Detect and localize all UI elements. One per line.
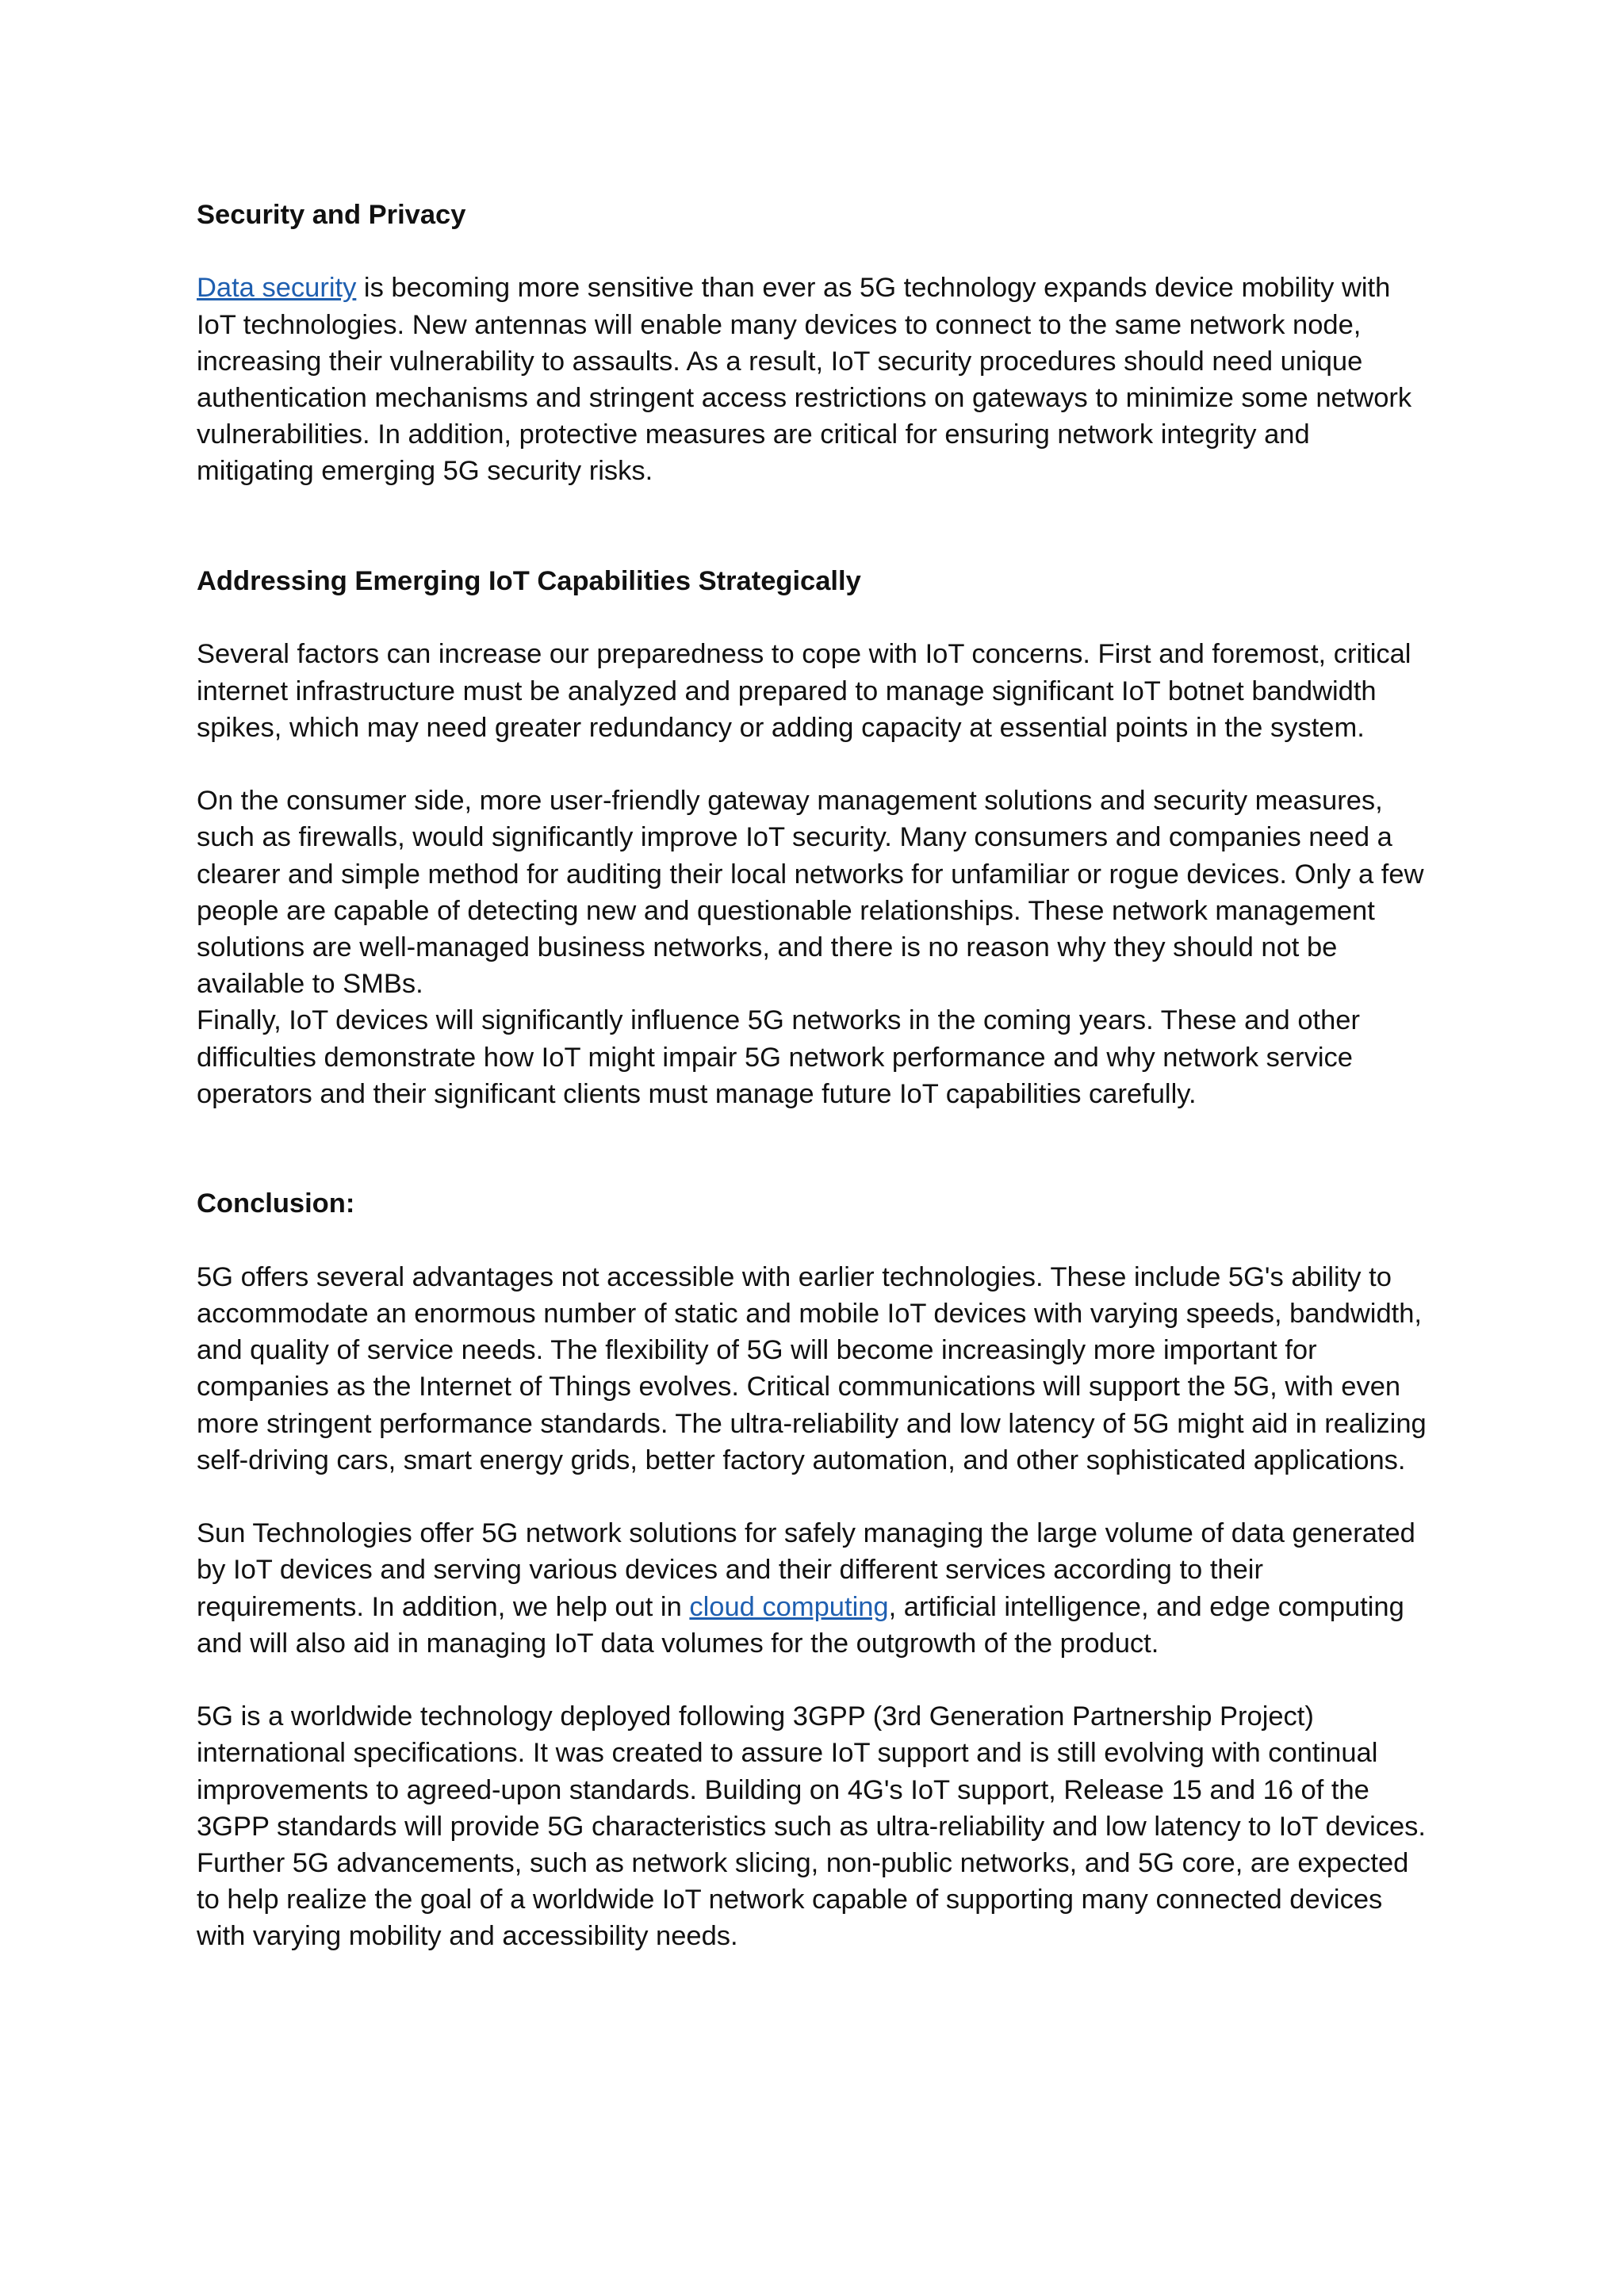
security-paragraph (197, 270, 1434, 489)
spacer (197, 1223, 1434, 1259)
spacer (197, 599, 1434, 636)
security-heading: Security and Privacy (197, 200, 466, 230)
cloud-computing-link[interactable]: cloud computing (689, 1591, 889, 1622)
conclusion-paragraph-1: 5G offers several advantages not accessible with earlier technologies. These include 5G's ability to accommodate an enormous number of static and mobile IoT devices with varying speeds, bandwidth, and quality of service needs. The flexibility of 5G will become increasingly more important for companies as the Internet of Things evolves. Critical communications will support the 5G, with even more stringent performance standards. The ultra-reliability and low latency of 5G might aid in realizing self-driving cars, smart energy grids, better factory automation, and other sophisticated applications. (197, 1261, 1427, 1475)
document-page (197, 197, 1434, 1955)
spacer (197, 233, 1434, 270)
spacer (197, 1662, 1434, 1698)
addressing-paragraph-2: On the consumer side, more user-friendly gateway management solutions and security measures, such as firewalls, would significantly improve IoT security. Many consumers and companies need a clearer and simple method for auditing their local networks for unfamiliar or rogue devices. Only a few people are capable of detecting new and questionable relationships. These network management solutions are well-managed business networks, and there is no reason why they should not be available to SMBs. (197, 786, 1424, 1000)
conclusion-paragraph-3: 5G is a worldwide technology deployed following 3GPP (3rd Generation Partnership Project) international specifications. It was created to assure IoT support and is still evolving with continual improvements to agreed-upon standards. Building on 4G's IoT support, Release 15 and 16 of the 3GPP standards will provide 5G characteristics such as ultra-reliability and low latency to IoT devices. Further 5G advancements, such as network slicing, non-public networks, and 5G core, are expected to help realize the goal of a worldwide IoT network capable of supporting many connected devices with varying mobility and accessibility needs. (197, 1701, 1427, 1952)
addressing-paragraph-3: Finally, IoT devices will significantly influence 5G networks in the coming years. These and other difficulties demonstrate how IoT might impair 5G network performance and why network service operators and their significant clients must manage future IoT capabilities carefully. (197, 1005, 1360, 1109)
data-security-link[interactable]: Data security (197, 273, 357, 304)
addressing-heading: Addressing Emerging IoT Capabilities Strategically (197, 566, 861, 596)
spacer (197, 490, 1434, 563)
addressing-paragraph-1: Several factors can increase our preparedness to cope with IoT concerns. First and foremost, critical internet infrastructure must be analyzed and prepared to manage significant IoT botnet bandwidth spikes, which may need greater redundancy or adding capacity at essential points in the system. (197, 639, 1411, 743)
conclusion-p2-after: , artificial intelligence, and edge computing and will also aid in managing IoT data volumes for the outgrowth of the product. (197, 1591, 1404, 1659)
conclusion-p2-before: Sun Technologies offer 5G network solutions for safely managing the large volume of data generated by IoT devices and serving various devices and their different services according to their requirements. In addition, we help out in (197, 1518, 1415, 1622)
conclusion-paragraph-2 (197, 1515, 1434, 1662)
conclusion-heading: Conclusion: (197, 1188, 355, 1219)
spacer (197, 1479, 1434, 1515)
spacer (197, 746, 1434, 783)
security-body: is becoming more sensitive than ever as 5G technology expands device mobility with IoT technologies. New antennas will enable many devices to connect to the same network node, increasing their vulnerability to assaults. As a result, IoT security procedures should need unique authentication mechanisms and stringent access restrictions on gateways to minimize some network vulnerabilities. In addition, protective measures are critical for ensuring network integrity and mitigating emerging 5G security risks. (197, 273, 1412, 487)
spacer (197, 1112, 1434, 1185)
